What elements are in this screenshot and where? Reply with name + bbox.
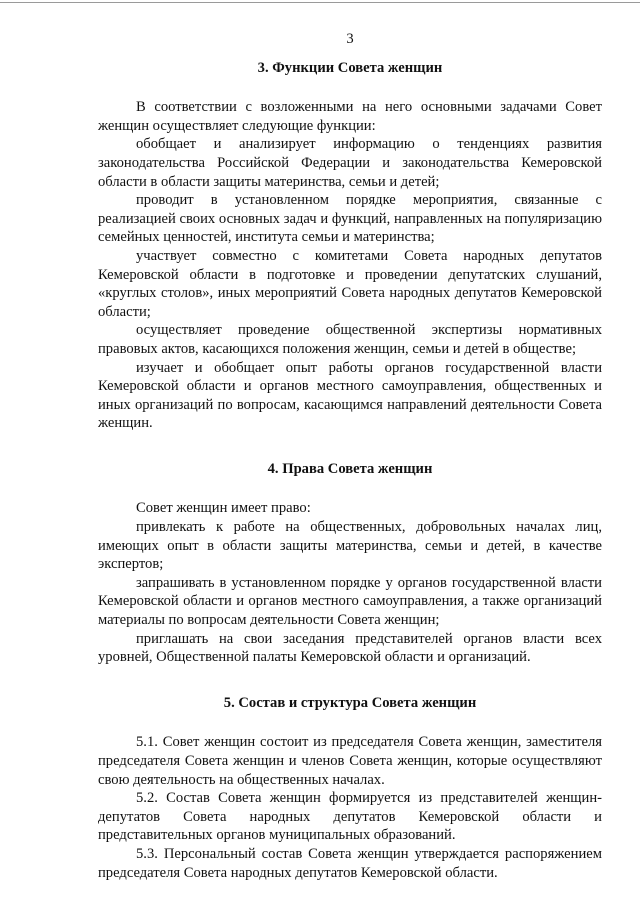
- paragraph: запрашивать в установленном порядке у органов государственной власти Кемеровской области и органов местного самоуправления, а также организаций материалы по вопросам деятельности Совета женщин;: [98, 574, 602, 629]
- section-rights: [98, 460, 602, 667]
- section-title: 4. Права Совета женщин: [267, 460, 433, 477]
- top-border-line: [0, 2, 640, 3]
- paragraph: проводит в установленном порядке мероприятия, связанные с реализацией своих основных задач и функций, направленных на популяризацию семейных ценностей, института семьи и материнства;: [98, 192, 602, 246]
- paragraph: 5.2. Состав Совета женщин формируется из представителей женщин-депутатов Совета народных депутатов Кемеровской области и представительных органов муниципальных образований.: [98, 790, 602, 844]
- paragraph: 5.1. Совет женщин состоит из председателя Совета женщин, заместителя председателя Совета женщин и членов Совета женщин, которые осуществляют свою деятельность на общественных началах.: [98, 734, 602, 788]
- section-title: 3. Функции Совета женщин: [257, 59, 443, 76]
- paragraph: обобщает и анализирует информацию о тенденциях развития законодательства Российской Федерации и законодательства Кемеровской области в области защиты материнства, семьи и детей;: [98, 136, 602, 190]
- paragraph: участвует совместно с комитетами Совета народных депутатов Кемеровской области в подготовке и проведении депутатских слушаний, «круглых столов», иных мероприятий Совета народных депутатов Кемеровской области;: [98, 247, 602, 320]
- paragraph: осуществляет проведение общественной экспертизы нормативных правовых актов, касающихся положения женщин, семьи и детей в обществе;: [98, 322, 602, 357]
- page-number: 3: [346, 31, 354, 47]
- paragraph: привлекать к работе на общественных, добровольных началах лиц, имеющих опыт в области защиты материнства, семьи и детей, в качестве экспертов;: [98, 519, 602, 573]
- document-page: [98, 30, 602, 882]
- paragraph: В соответствии с возложенными на него основными задачами Совет женщин осуществляет следующие функции:: [98, 99, 602, 134]
- paragraph: 5.3. Персональный состав Совета женщин утверждается распоряжением председателя Совета народных депутатов Кемеровской области.: [98, 845, 602, 881]
- paragraph: изучает и обобщает опыт работы органов государственной власти Кемеровской области и органов местного самоуправления, общественных и иных организаций по вопросам, касающимся направлений деятельности Совета женщин.: [98, 359, 602, 432]
- section-composition: [98, 694, 602, 882]
- section-functions: [98, 59, 602, 433]
- paragraph: приглашать на свои заседания представителей органов власти всех уровней, Общественной палаты Кемеровской области и организаций.: [98, 630, 602, 666]
- section-title: 5. Состав и структура Совета женщин: [223, 694, 477, 711]
- paragraph: Совет женщин имеет право:: [136, 500, 311, 517]
